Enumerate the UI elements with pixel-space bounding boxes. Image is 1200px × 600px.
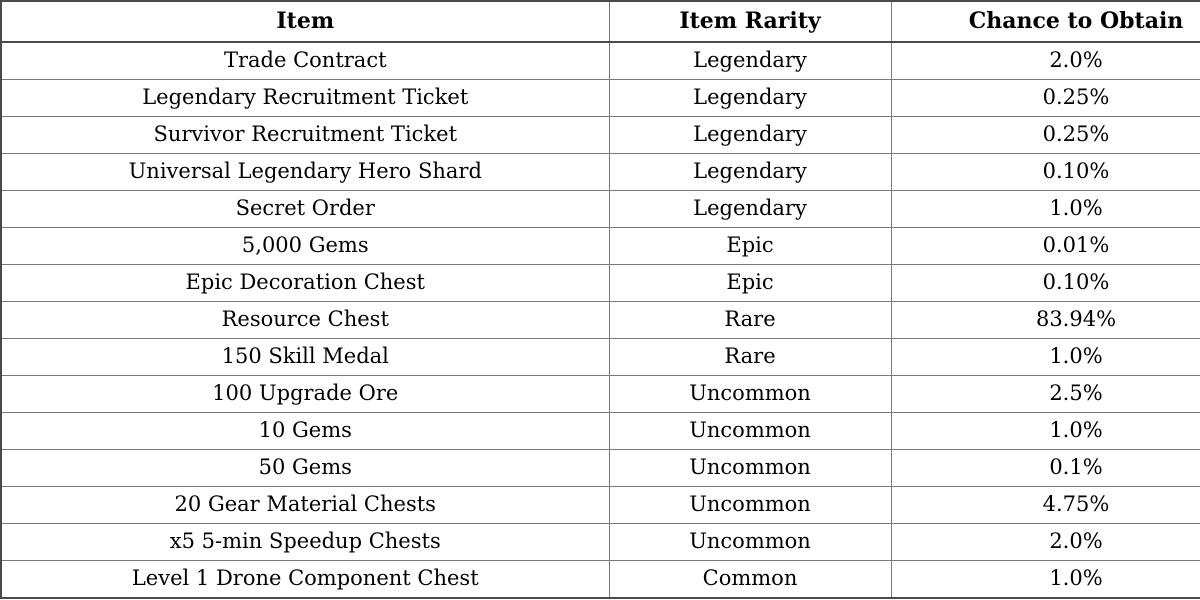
table-row <box>1 42 1200 80</box>
cell-rarity: Epic <box>609 228 891 265</box>
table-row <box>1 376 1200 413</box>
cell-rarity: Legendary <box>609 191 891 228</box>
cell-chance: 0.10% <box>891 154 1200 191</box>
cell-chance: 0.25% <box>891 117 1200 154</box>
cell-item: Survivor Recruitment Ticket <box>1 117 609 154</box>
cell-rarity: Legendary <box>609 80 891 117</box>
cell-chance: 0.1% <box>891 450 1200 487</box>
table-row <box>1 339 1200 376</box>
table-row <box>1 524 1200 561</box>
table-row <box>1 265 1200 302</box>
table-row <box>1 487 1200 524</box>
cell-item: 50 Gems <box>1 450 609 487</box>
cell-item: Universal Legendary Hero Shard <box>1 154 609 191</box>
cell-chance: 83.94% <box>891 302 1200 339</box>
table-row <box>1 117 1200 154</box>
table-row <box>1 154 1200 191</box>
table-row <box>1 228 1200 265</box>
cell-rarity: Legendary <box>609 117 891 154</box>
cell-item: 150 Skill Medal <box>1 339 609 376</box>
cell-chance: 0.25% <box>891 80 1200 117</box>
cell-item: Epic Decoration Chest <box>1 265 609 302</box>
cell-item: 100 Upgrade Ore <box>1 376 609 413</box>
table-row <box>1 450 1200 487</box>
cell-rarity: Legendary <box>609 154 891 191</box>
cell-rarity: Uncommon <box>609 524 891 561</box>
cell-chance: 1.0% <box>891 561 1200 599</box>
cell-rarity: Rare <box>609 339 891 376</box>
cell-chance: 2.0% <box>891 42 1200 80</box>
cell-item: x5 5-min Speedup Chests <box>1 524 609 561</box>
cell-rarity: Uncommon <box>609 413 891 450</box>
column-header-item-rarity: Item Rarity <box>609 1 891 42</box>
cell-item: Level 1 Drone Component Chest <box>1 561 609 599</box>
cell-chance: 1.0% <box>891 413 1200 450</box>
cell-chance: 2.0% <box>891 524 1200 561</box>
table-header <box>1 1 1200 42</box>
cell-chance: 1.0% <box>891 339 1200 376</box>
cell-item: Legendary Recruitment Ticket <box>1 80 609 117</box>
cell-item: Secret Order <box>1 191 609 228</box>
cell-rarity: Rare <box>609 302 891 339</box>
column-header-chance-to-obtain: Chance to Obtain <box>891 1 1200 42</box>
table-row <box>1 413 1200 450</box>
cell-chance: 4.75% <box>891 487 1200 524</box>
cell-chance: 1.0% <box>891 191 1200 228</box>
cell-chance: 0.01% <box>891 228 1200 265</box>
table-row <box>1 561 1200 599</box>
table-body <box>1 42 1200 598</box>
cell-item: Resource Chest <box>1 302 609 339</box>
column-header-item: Item <box>1 1 609 42</box>
cell-rarity: Legendary <box>609 42 891 80</box>
table-row <box>1 302 1200 339</box>
table-row <box>1 80 1200 117</box>
cell-chance: 0.10% <box>891 265 1200 302</box>
cell-item: Trade Contract <box>1 42 609 80</box>
cell-chance: 2.5% <box>891 376 1200 413</box>
cell-item: 5,000 Gems <box>1 228 609 265</box>
cell-item: 10 Gems <box>1 413 609 450</box>
cell-rarity: Common <box>609 561 891 599</box>
table-header-row <box>1 1 1200 42</box>
cell-rarity: Uncommon <box>609 376 891 413</box>
table-row <box>1 191 1200 228</box>
cell-rarity: Uncommon <box>609 487 891 524</box>
cell-rarity: Epic <box>609 265 891 302</box>
cell-rarity: Uncommon <box>609 450 891 487</box>
cell-item: 20 Gear Material Chests <box>1 487 609 524</box>
